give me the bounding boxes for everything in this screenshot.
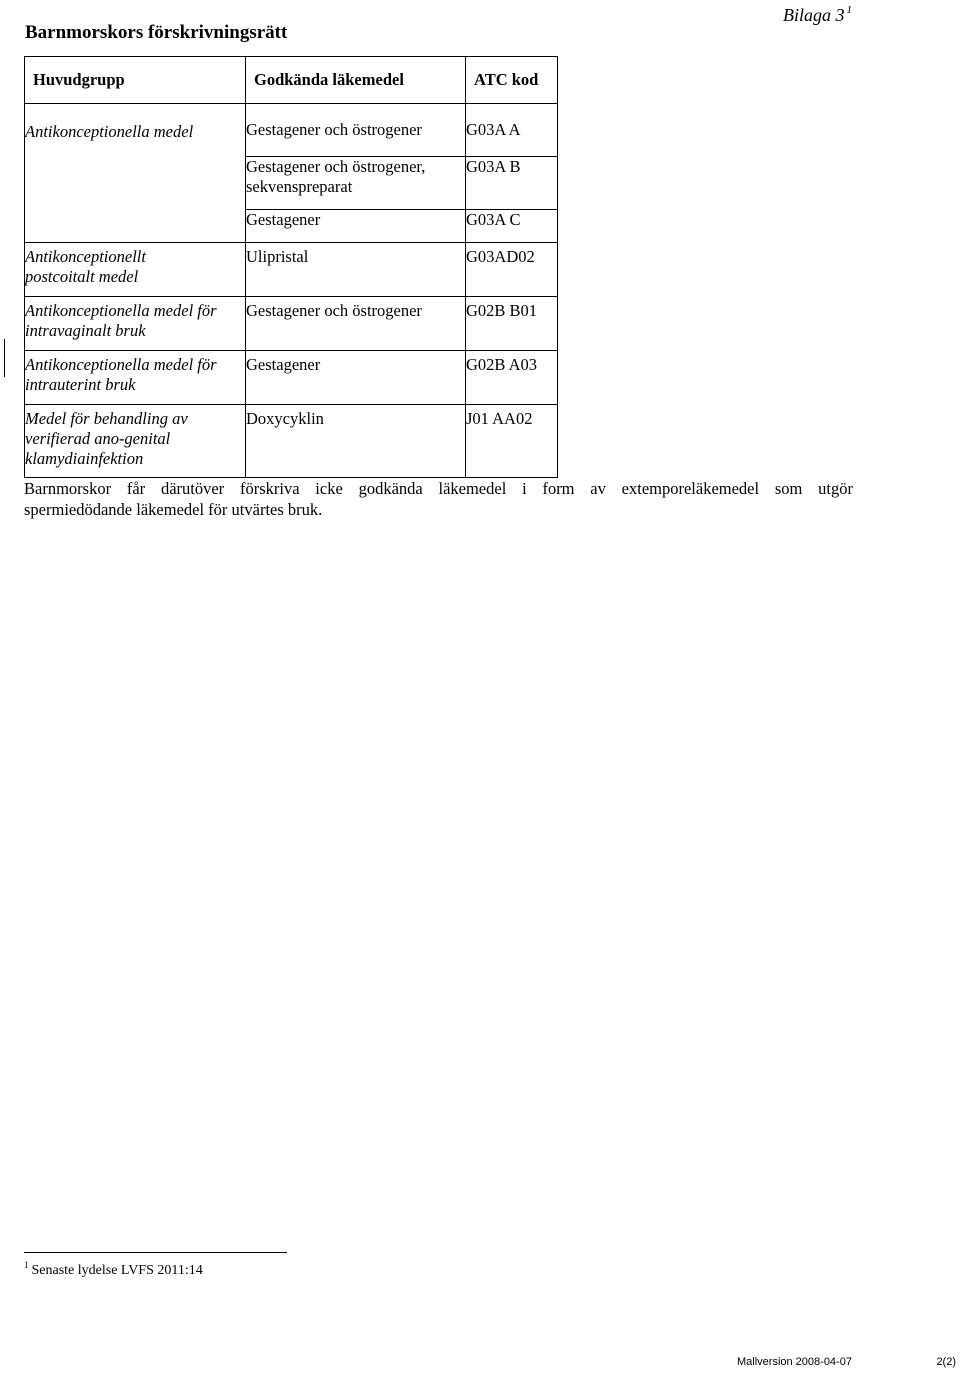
atc-text: G02B A03 [466, 355, 538, 374]
drug-table [24, 56, 558, 478]
group-text: intrauterint bruk [25, 375, 136, 394]
group-text: Antikonceptionella medel för [25, 301, 217, 320]
body-paragraph [24, 478, 853, 520]
page-title: Barnmorskors förskrivningsrätt [25, 22, 288, 43]
drug-cell [246, 243, 466, 297]
drug-text: Gestagener [246, 210, 321, 229]
table-row [25, 405, 558, 478]
header-approved-drugs: Godkända läkemedel [246, 57, 466, 104]
atc-text: G02B B01 [466, 301, 538, 320]
group-text: klamydiainfektion [25, 449, 144, 468]
drug-cell [246, 210, 466, 243]
drug-cell [246, 351, 466, 405]
table-header-row [25, 57, 558, 104]
atc-cell [466, 405, 558, 478]
paragraph-line: spermiedödande läkemedel för utvärtes bruk. [24, 500, 323, 519]
header-atc-code: ATC kod [466, 57, 558, 104]
group-cell [25, 297, 246, 351]
footnote-text: Senaste lydelse LVFS 2011:14 [31, 1263, 203, 1278]
group-text: intravaginalt bruk [25, 321, 146, 340]
drug-cell [246, 104, 466, 157]
atc-cell [466, 351, 558, 405]
drug-cell [246, 157, 466, 210]
atc-text: J01 AA02 [466, 409, 533, 428]
drug-text: Gestagener och östrogener, [246, 157, 426, 176]
drug-text: Ulipristal [246, 247, 309, 266]
appendix-text: Bilaga 3 [783, 5, 845, 25]
footnote-marker: 1 [24, 1260, 29, 1270]
group-cell [25, 104, 246, 243]
atc-cell [466, 157, 558, 210]
appendix-footnote-ref: 1 [846, 4, 852, 16]
page-number: 2(2) [936, 1356, 956, 1368]
table-row [25, 351, 558, 405]
atc-cell [466, 297, 558, 351]
atc-text: G03A B [466, 157, 521, 176]
table-row [25, 243, 558, 297]
table-row [25, 104, 558, 157]
atc-cell [466, 104, 558, 157]
group-text: Antikonceptionella medel [25, 122, 194, 141]
group-cell [25, 243, 246, 297]
drug-text: Gestagener och östrogener [246, 301, 422, 320]
template-version: Mallversion 2008-04-07 [737, 1356, 852, 1368]
table-row [25, 297, 558, 351]
atc-text: G03A C [466, 210, 521, 229]
header-main-group: Huvudgrupp [25, 57, 246, 104]
drug-text: Doxycyklin [246, 409, 324, 428]
group-text: verifierad ano-genital [25, 429, 171, 448]
footnote [24, 1260, 203, 1279]
drug-text: Gestagener och östrogener [246, 120, 422, 139]
group-text: Antikonceptionellt [25, 247, 146, 266]
atc-text: G03AD02 [466, 247, 535, 266]
footnote-separator [24, 1252, 287, 1253]
appendix-label [783, 4, 852, 26]
group-cell [25, 351, 246, 405]
atc-text: G03A A [466, 120, 521, 139]
paragraph-line: Barnmorskor får därutöver förskriva icke godkända läkemedel i form av extemporeläkemedel som utgör [24, 479, 853, 498]
revision-bar [4, 339, 5, 377]
drug-text: sekvenspreparat [246, 177, 353, 196]
atc-cell [466, 243, 558, 297]
drug-cell [246, 405, 466, 478]
drug-text: Gestagener [246, 355, 321, 374]
group-text: Medel för behandling av [25, 409, 188, 428]
group-cell [25, 405, 246, 478]
group-text: postcoitalt medel [25, 267, 139, 286]
atc-cell [466, 210, 558, 243]
drug-cell [246, 297, 466, 351]
group-text: Antikonceptionella medel för [25, 355, 217, 374]
